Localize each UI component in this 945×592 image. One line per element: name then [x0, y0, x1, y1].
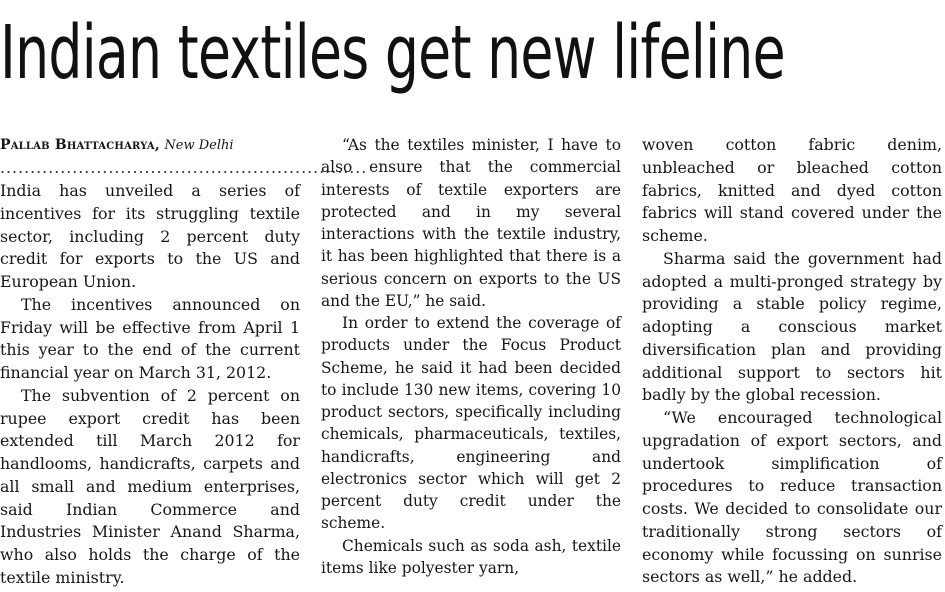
- paragraph: India has unveiled a series of incentives for its struggling textile sector, including 2 percent duty credit for exports to the US and European Union.: [0, 181, 300, 291]
- paragraph: The incentives announced on Friday will be effective from April 1 this year to the end of the current financial year on March 31, 2012.: [0, 294, 300, 382]
- byline: [0, 134, 300, 157]
- article-column-3: [642, 134, 942, 589]
- article-column-1: [0, 134, 368, 590]
- article-headline: Indian textiles get new lifeline: [0, 10, 785, 96]
- paragraph: “As the textiles minister, I have to also ensure that the commercial interests of textile exporters are protected and in my several interactions with the textile industry, it has been highlighted that there is a serious concern on exports to the US and the EU,” he said.: [321, 136, 621, 310]
- paragraph: “We encouraged technological upgradation of export sectors, and undertook simplification of procedures to reduce transaction costs. We decided to consolidate our traditionally strong sectors of economy while focussing on sunrise sectors as well,” he added.: [642, 408, 942, 587]
- paragraph: Chemicals such as soda ash, textile items like polyester yarn,: [321, 536, 621, 577]
- paragraph: Sharma said the government had adopted a multi-pronged strategy by providing a stable policy regime, adopting a conscious market diversification plan and providing additional support to sectors hit badly by the global recession.: [642, 248, 942, 405]
- paragraph: In order to extend the coverage of products under the Focus Product Scheme, he said it had been decided to include 130 new items, covering 10 product sectors, specifically including chemicals, pharmaceuticals, textiles, handicrafts, engineering and electronics sector which will get 2 percent duty credit under the scheme.: [321, 314, 621, 533]
- paragraph: The subvention of 2 percent on rupee export credit has been extended till March 2012 for handlooms, handicrafts, carpets and all small and medium enterprises, said Indian Commerce and Industries Minister Anand Sharma, who also holds the charge of the textile ministry.: [0, 385, 300, 587]
- byline-place: New Delhi: [164, 138, 234, 153]
- paragraph-continued: woven cotton fabric denim, unbleached or bleached cotton fabrics, knitted and dyed cotton fabrics will stand covered under the scheme.: [642, 135, 942, 245]
- byline-divider: .............................................................: [0, 158, 368, 177]
- byline-author: Pallab Bhattacharya,: [0, 137, 160, 153]
- article-column-2: [321, 134, 621, 579]
